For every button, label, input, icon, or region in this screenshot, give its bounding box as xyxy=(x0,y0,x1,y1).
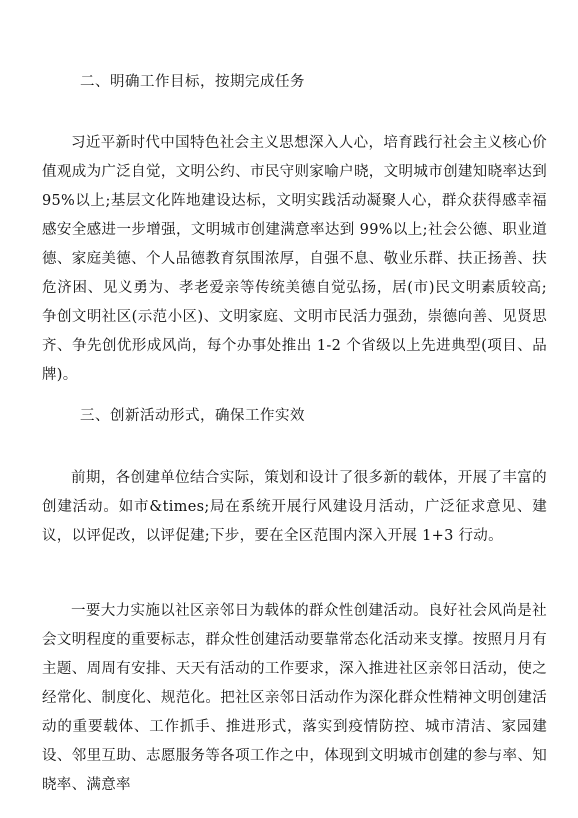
section-heading-goals: 二、明确工作目标，按期完成任务 xyxy=(80,74,305,90)
paragraph-activities-intro: 前期，各创建单位结合实际，策划和设计了很多新的载体，开展了丰富的创建活动。如市&times;局在系统开展行风建设月活动，广泛征求意见、建议，以评促改，以评促建;下步，要在全区范围内深入开展 1+3 行动。 xyxy=(42,470,547,544)
paragraph-goals: 习近平新时代中国特色社会主义思想深入人心，培育践行社会主义核心价值观成为广泛自觉，文明公约、市民守则家喻户晓，文明城市创建知晓率达到 95%以上;基层文化阵地建设达标，文明实践活动凝聚人心，群众获得感幸福感安全感进一步增强，文明城市创建满意率达到 99%以上;社会公德、职业道德、家庭美德、个人品德教育氛围浓厚，自强不息、敬业乐群、扶正扬善、扶危济困、见义勇为、孝老爱亲等传统美德自觉弘扬，居(市)民文明素质较高;争创文明社区(示范小区)、文明家庭、文明市民活力强劲，崇德向善、见贤思齐、争先创优形成风尚，每个办事处推出 1-2 个省级以上先进典型(项目、品牌)。 xyxy=(42,135,547,383)
section-heading-activities: 三、创新活动形式，确保工作实效 xyxy=(80,408,305,424)
paragraph-neighbor-day: 一要大力实施以社区亲邻日为载体的群众性创建活动。良好社会风尚是社会文明程度的重要标志，群众性创建活动要靠常态化活动来支撑。按照月月有主题、周周有安排、天天有活动的工作要求，深入推进社区亲邻日活动，使之经常化、制度化、规范化。把社区亲邻日活动作为深化群众性精神文明创建活动的重要载体、工作抓手、推进形式，落实到疫情防控、城市清洁、家园建设、邻里互助、志愿服务等各项工作之中，体现到文明城市创建的参与率、知晓率、满意率 xyxy=(42,603,547,793)
